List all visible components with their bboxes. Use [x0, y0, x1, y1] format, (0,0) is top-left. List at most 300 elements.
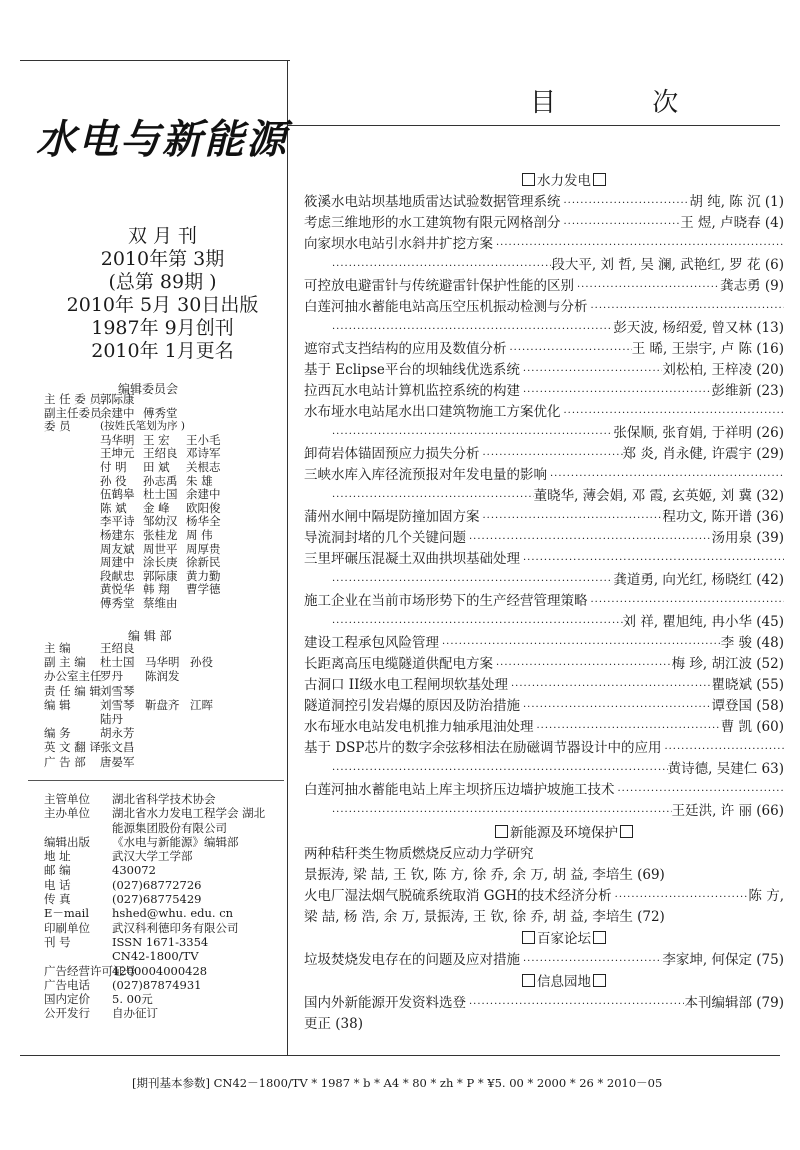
board-member-row [44, 556, 229, 570]
editorial-dept [44, 641, 235, 769]
article-authors: 瞿晓斌 (55) [711, 677, 784, 693]
toc-entry [304, 276, 784, 297]
journal-parameters: [期刊基本参数] CN42－1800/TV * 1987 * b * A4 * 80 * zh * P * ¥5. 00 * 2000 * 26 * 2010－05 [132, 1076, 663, 1090]
leader-dots [332, 802, 672, 823]
box-icon [593, 931, 606, 944]
editor-name: 王绍良 [100, 641, 135, 655]
toc-section-heading [344, 822, 784, 844]
member-name: 关根志 [186, 459, 221, 474]
member-names [100, 475, 229, 489]
article-title: 隧道洞控引发岩爆的原因及防治措施 [304, 698, 520, 714]
info-label: 广告经营许可证号 [44, 963, 136, 978]
member-name: 涂长庚 [143, 555, 178, 570]
info-label: 广告电话 [44, 977, 90, 992]
info-label: 地 址 [44, 849, 71, 864]
leader-dots [466, 994, 684, 1015]
leader-dots [561, 403, 785, 424]
toc-entry [304, 738, 784, 759]
member-name: 杨建东 [100, 527, 135, 542]
editorial-role: 编 辑 [44, 697, 71, 712]
article-authors: 段大平, 刘 哲, 吴 澜, 武艳红, 罗 花 (6) [551, 257, 784, 273]
article-authors: 黄诗德, 吴建仁 63) [667, 761, 784, 777]
toc-entry [304, 465, 784, 486]
board-role-row [44, 407, 229, 421]
toc-entry [304, 444, 784, 465]
toc-section-heading [344, 971, 784, 993]
spacer [44, 488, 100, 502]
leader-dots [561, 214, 681, 235]
article-authors: 谭登国 (58) [711, 698, 784, 714]
toc-entry [304, 192, 784, 213]
info-row [44, 792, 272, 806]
article-authors: 王廷洪, 许 丽 (66) [671, 803, 784, 819]
board-member-row [44, 583, 229, 597]
member-name: 郭际康 [143, 568, 178, 583]
member-name: 段献忠 [100, 568, 135, 583]
member-names [100, 570, 229, 584]
article-authors: 王 煜, 卢晓春 (4) [680, 215, 784, 231]
article-title: 蒲州水闸中隔堤防撞加固方案 [304, 509, 480, 525]
article-title: 基于 DSP芯片的数字余弦移相法在励磁调节器设计中的应用 [304, 740, 662, 756]
article-title: 两种秸秆类生物质燃烧反应动力学研究 [304, 846, 534, 862]
article-title: 国内外新能源开发资料选登 [304, 995, 466, 1011]
member-names [100, 597, 186, 611]
member-name: 周 伟 [186, 527, 213, 542]
editor-name: 陆丹 [100, 712, 123, 727]
leader-dots [493, 235, 784, 256]
spacer [44, 597, 100, 611]
info-row [44, 892, 272, 906]
member-names [100, 543, 229, 557]
toc-entry [304, 780, 784, 801]
info-value: 武汉大学工学部 [112, 849, 193, 864]
member-name: 王小毛 [186, 432, 221, 447]
member-name: 金 峰 [143, 500, 170, 515]
editor-name: 靳盘齐 [145, 697, 180, 712]
member-name: 徐新民 [186, 555, 221, 570]
toc-entry [304, 507, 784, 528]
publication-line: (总第 89期 ) [108, 271, 217, 293]
editor-name: 刘雪琴 [100, 683, 135, 698]
article-authors: 刘松柏, 王梓凌 (20) [662, 362, 784, 378]
toc-entry [304, 360, 784, 381]
board-member-row [44, 488, 229, 502]
info-row [44, 806, 272, 835]
info-label: 邮 编 [44, 863, 71, 878]
member-names [100, 502, 229, 516]
info-row [44, 878, 272, 892]
spacer [44, 529, 100, 543]
member-name: 付 明 [100, 459, 127, 474]
toc-title: 目 次 [530, 88, 723, 118]
member-name: 孙志禹 [143, 473, 178, 488]
editorial-names [100, 641, 145, 655]
box-icon [522, 931, 535, 944]
editorial-board [44, 393, 229, 611]
leader-dots [520, 382, 711, 403]
toc-entry [304, 844, 784, 865]
section-name: 信息园地 [537, 974, 591, 990]
info-value: 武汉科利德印务有限公司 [112, 920, 239, 935]
member-names [100, 556, 229, 570]
editorial-row [44, 655, 235, 669]
article-authors: 胡 纯, 陈 沉 (1) [689, 194, 784, 210]
leader-dots [439, 634, 721, 655]
spacer [44, 583, 100, 597]
publication-line: 双 月 刊 [127, 225, 198, 247]
info-value: 自办征订 [112, 1006, 158, 1021]
member-name: 黄力勤 [186, 568, 221, 583]
member-name: 王坤元 [100, 446, 135, 461]
member-name: 傅秀堂 [100, 595, 135, 610]
info-row [44, 849, 272, 863]
info-row [44, 978, 272, 992]
board-role-row [44, 420, 229, 434]
member-name: 杨华全 [186, 514, 221, 529]
article-title: 垃圾焚烧发电存在的问题及应对措施 [304, 952, 520, 968]
editorial-names [100, 740, 145, 754]
toc-entry [304, 717, 784, 738]
editorial-dept-title: 编 辑 部 [128, 629, 172, 643]
info-label: 主办单位 [44, 806, 90, 821]
article-authors: 曹 凯 (60) [720, 719, 784, 735]
member-name: 周世平 [143, 541, 178, 556]
member-names [100, 529, 229, 543]
board-member-row [44, 543, 229, 557]
member-name: 蔡维由 [143, 595, 178, 610]
member-name: 余建中 [100, 405, 135, 420]
article-authors: 李家坤, 何保定 (75) [662, 952, 784, 968]
board-member-row [44, 570, 229, 584]
info-label: 主管单位 [44, 792, 90, 806]
board-member-row [44, 597, 229, 611]
info-row [44, 921, 272, 935]
board-member-row [44, 475, 229, 489]
leader-dots [534, 718, 721, 739]
member-name: 张桂龙 [143, 527, 178, 542]
member-names [100, 461, 229, 475]
article-authors: 梅 珍, 胡江波 (52) [671, 656, 784, 672]
role-names [100, 407, 186, 421]
toc-entry-continuation [304, 759, 784, 780]
editorial-role: 编 务 [44, 726, 71, 741]
editorial-row [44, 669, 235, 683]
editorial-role: 主 编 [44, 641, 71, 655]
member-name: 郭际康 [100, 392, 135, 406]
leader-dots [588, 592, 785, 613]
editor-name: 孙役 [190, 655, 213, 670]
box-icon [522, 974, 535, 987]
editorial-role: 英 文 翻 译 [44, 740, 101, 755]
role-label: 委 员 [44, 419, 71, 434]
member-name: 欧阳俊 [186, 500, 221, 515]
leader-dots [520, 951, 662, 972]
info-label: 刊 号 [44, 934, 71, 949]
leader-dots [507, 340, 632, 361]
role-label: 副主任委员 [44, 405, 102, 420]
board-member-row [44, 461, 229, 475]
publication-info [50, 225, 275, 363]
leader-dots [332, 424, 613, 445]
article-title: 基于 Eclipse平台的坝轴线优选系统 [304, 362, 520, 378]
article-title: 三峡水库入库径流预报对年发电量的影响 [304, 467, 547, 483]
info-value: (027)87874931 [112, 977, 202, 992]
editorial-row [44, 712, 235, 726]
article-authors: 汤用泉 (39) [711, 530, 784, 546]
editor-name: 刘雪琴 [100, 697, 135, 712]
article-authors: 龚道勇, 向光红, 杨晓红 (42) [613, 572, 784, 588]
info-value: 4200004000428 [112, 963, 208, 978]
section-name: 百家论坛 [537, 931, 591, 947]
editorial-names [100, 669, 190, 683]
member-names [100, 434, 229, 448]
leader-dots [588, 298, 785, 319]
article-title: 考虑三维地形的水工建筑物有限元网格剖分 [304, 215, 561, 231]
leader-dots [332, 613, 623, 634]
article-title: 拉西瓦水电站计算机监控系统的构建 [304, 383, 520, 399]
member-name: 傅秀堂 [143, 405, 178, 420]
article-authors: 程功文, 陈开谱 (36) [662, 509, 784, 525]
toc-entry [304, 591, 784, 612]
article-title: 三里坪碾压混凝土双曲拱坝基础处理 [304, 551, 520, 567]
member-name: 陈 斌 [100, 500, 127, 515]
member-name: 黄悦华 [100, 582, 135, 597]
info-label: E－mail [44, 906, 90, 921]
leader-dots [661, 739, 784, 760]
article-authors: 彭维新 (23) [711, 383, 784, 399]
info-label: 国内定价 [44, 992, 90, 1007]
editorial-names [100, 655, 235, 669]
toc-entry: 更正 (38) [304, 1016, 364, 1032]
article-title: 白莲河抽水蓄能电站上库主坝挤压边墙护坡施工技术 [304, 782, 615, 798]
article-title: 导流洞封堵的几个关键问题 [304, 530, 466, 546]
toc-entry [304, 633, 784, 654]
article-title: 向家坝水电站引水斜井扩挖方案 [304, 236, 493, 252]
leader-dots [561, 193, 690, 214]
toc-entry-continuation [304, 486, 784, 507]
member-name: 王绍良 [143, 446, 178, 461]
board-member-row [44, 515, 229, 529]
board-title: 编辑委员会 [118, 382, 179, 396]
article-authors: 陈 方, [748, 888, 784, 904]
article-title: 古洞口 II级水电工程闸坝软基处理 [304, 677, 508, 693]
editor-name: 马华明 [145, 655, 180, 670]
leader-dots [480, 445, 623, 466]
member-name: 孙 役 [100, 473, 127, 488]
leader-dots [520, 361, 663, 382]
toc-entry [304, 381, 784, 402]
editorial-names [100, 712, 145, 726]
toc-entry-continuation [304, 318, 784, 339]
editorial-row [44, 641, 235, 655]
box-icon [495, 825, 508, 838]
leader-dots [547, 466, 784, 487]
editor-name: 江晖 [190, 697, 213, 712]
leader-dots [615, 781, 785, 802]
article-authors: 本刊编辑部 (79) [684, 995, 784, 1011]
editorial-role: 广 告 部 [44, 754, 86, 769]
editor-name: 唐晏军 [100, 754, 135, 769]
member-names [100, 488, 229, 502]
toc-entry [304, 213, 784, 234]
article-authors: 李 骏 (48) [720, 635, 784, 651]
toc-entry [304, 886, 784, 907]
toc-entry-continuation [304, 570, 784, 591]
article-title: 可控放电避雷针与传统避雷针保护性能的区别 [304, 278, 574, 294]
publisher-info [44, 792, 272, 1021]
member-name: 邹幼汉 [143, 514, 178, 529]
leader-dots [332, 319, 613, 340]
article-title: 水布垭水电站尾水出口建筑物施工方案优化 [304, 404, 561, 420]
leader-dots [332, 571, 613, 592]
toc-entry [304, 297, 784, 318]
editorial-row [44, 726, 235, 740]
leader-dots [480, 508, 663, 529]
editorial-row [44, 755, 235, 769]
editorial-row [44, 740, 235, 754]
publication-line: 2010年 1月更名 [91, 340, 234, 362]
info-value: hshed@whu. edu. cn [112, 906, 234, 921]
article-title: 筱溪水电站坝基地质雷达试验数据管理系统 [304, 194, 561, 210]
info-label: 公开发行 [44, 1006, 90, 1021]
toc-entry [304, 696, 784, 717]
info-value: 湖北省科学技术协会 [112, 792, 216, 806]
info-value: (027)68775429 [112, 892, 202, 907]
member-name: 伍鹤皋 [100, 487, 135, 502]
toc-section-heading [344, 170, 784, 192]
editorial-names [100, 726, 145, 740]
editor-name: 张文昌 [100, 740, 135, 755]
member-name: 李平诗 [100, 514, 135, 529]
leader-dots [520, 697, 711, 718]
leader-dots [332, 487, 534, 508]
toc-entry [304, 528, 784, 549]
member-name: 余建中 [186, 487, 221, 502]
article-title: 建设工程承包风险管理 [304, 635, 439, 651]
toc-entry [304, 234, 784, 255]
role-note: (按姓氏笔划为序 ) [100, 420, 186, 433]
journal-logo: 水电与新能源 [36, 116, 288, 163]
editor-name: 罗丹 [100, 669, 123, 684]
top-rule [20, 60, 290, 61]
box-icon [620, 825, 633, 838]
info-row [44, 863, 272, 877]
editorial-role: 办公室主任 [44, 669, 102, 684]
member-name: 朱 雄 [186, 473, 213, 488]
toc-entry [304, 993, 784, 1014]
member-name: 邓诗军 [186, 446, 221, 461]
article-authors: 梁 喆, 杨 浩, 余 万, 景振涛, 王 钦, 徐 乔, 胡 益, 李培生 (72) [304, 909, 665, 925]
editor-name: 胡永芳 [100, 726, 135, 741]
leader-dots [332, 760, 668, 781]
article-title: 卸荷岩体锚固预应力损失分析 [304, 446, 480, 462]
leader-dots [574, 277, 720, 298]
info-value: ISSN 1671-3354 [112, 934, 209, 949]
toc-entry [304, 675, 784, 696]
member-name: 田 斌 [143, 459, 170, 474]
info-row [44, 949, 272, 963]
article-authors: 董晓华, 薄会娟, 邓 霞, 玄英姬, 刘 冀 (32) [533, 488, 784, 504]
article-authors: 景振涛, 梁 喆, 王 钦, 陈 方, 徐 乔, 余 万, 胡 益, 李培生 (69) [304, 867, 665, 883]
board-member-row [44, 447, 229, 461]
article-title: 遮帘式支挡结构的应用及数值分析 [304, 341, 507, 357]
leader-dots [612, 887, 749, 908]
info-row [44, 964, 272, 978]
article-authors: 郑 炎, 肖永健, 许震宇 (29) [622, 446, 784, 462]
editorial-row [44, 698, 235, 712]
toc-title-rule [288, 125, 780, 126]
info-row [44, 992, 272, 1006]
spacer [44, 475, 100, 489]
box-icon [593, 974, 606, 987]
toc-section-heading [344, 928, 784, 950]
spacer [44, 543, 100, 557]
section-name: 新能源及环境保护 [510, 825, 618, 841]
toc-entry [304, 339, 784, 360]
spacer [44, 447, 100, 461]
role-names [100, 420, 186, 434]
member-names [100, 583, 229, 597]
toc-entry-continuation [304, 612, 784, 633]
member-name: 韩 翔 [143, 582, 170, 597]
toc-entry [304, 402, 784, 423]
info-rule [28, 780, 284, 781]
board-member-row [44, 529, 229, 543]
info-value: 430072 [112, 863, 156, 878]
article-authors: 王 晞, 王崇宇, 卢 陈 (16) [631, 341, 784, 357]
info-label: 编辑出版 [44, 834, 90, 849]
role-label: 主 任 委 员 [44, 392, 101, 406]
article-authors: 龚志勇 (9) [720, 278, 784, 294]
table-of-contents [304, 170, 784, 1035]
member-name: 马华明 [100, 432, 135, 447]
editorial-row [44, 684, 235, 698]
editorial-role: 责 任 编 辑 [44, 683, 101, 698]
editorial-names [100, 698, 235, 712]
info-row [44, 835, 272, 849]
info-value: 湖北省水力发电工程学会 湖北能源集团股份有限公司 [112, 806, 266, 835]
bottom-rule [20, 1055, 780, 1056]
article-authors: 彭天波, 杨绍爱, 曾又林 (13) [613, 320, 784, 336]
toc-entry [304, 654, 784, 675]
board-member-row [44, 434, 229, 448]
editor-name: 杜士国 [100, 655, 135, 670]
spacer [44, 461, 100, 475]
member-name: 周建中 [100, 555, 135, 570]
info-label: 传 真 [44, 892, 71, 907]
toc-entry-continuation [304, 423, 784, 444]
article-title: 水布垭水电站发电机推力轴承甩油处理 [304, 719, 534, 735]
spacer [44, 570, 100, 584]
editorial-role [44, 712, 100, 726]
section-name: 水力发电 [537, 173, 591, 189]
editorial-names [100, 755, 145, 769]
toc-entry-continuation [304, 255, 784, 276]
leader-dots [508, 676, 712, 697]
info-value: 5. 00元 [112, 992, 153, 1007]
article-authors: 张保顺, 张育娟, 于祥明 (26) [613, 425, 784, 441]
toc-entry-continuation [304, 801, 784, 822]
board-member-row [44, 502, 229, 516]
info-row [44, 935, 272, 949]
spacer [44, 502, 100, 516]
board-role-row [44, 393, 229, 407]
member-names [100, 515, 229, 529]
box-icon [593, 173, 606, 186]
info-value: (027)68772726 [112, 877, 202, 892]
leader-dots [520, 550, 784, 571]
article-authors: 刘 祥, 瞿旭纯, 冉小华 (45) [622, 614, 784, 630]
